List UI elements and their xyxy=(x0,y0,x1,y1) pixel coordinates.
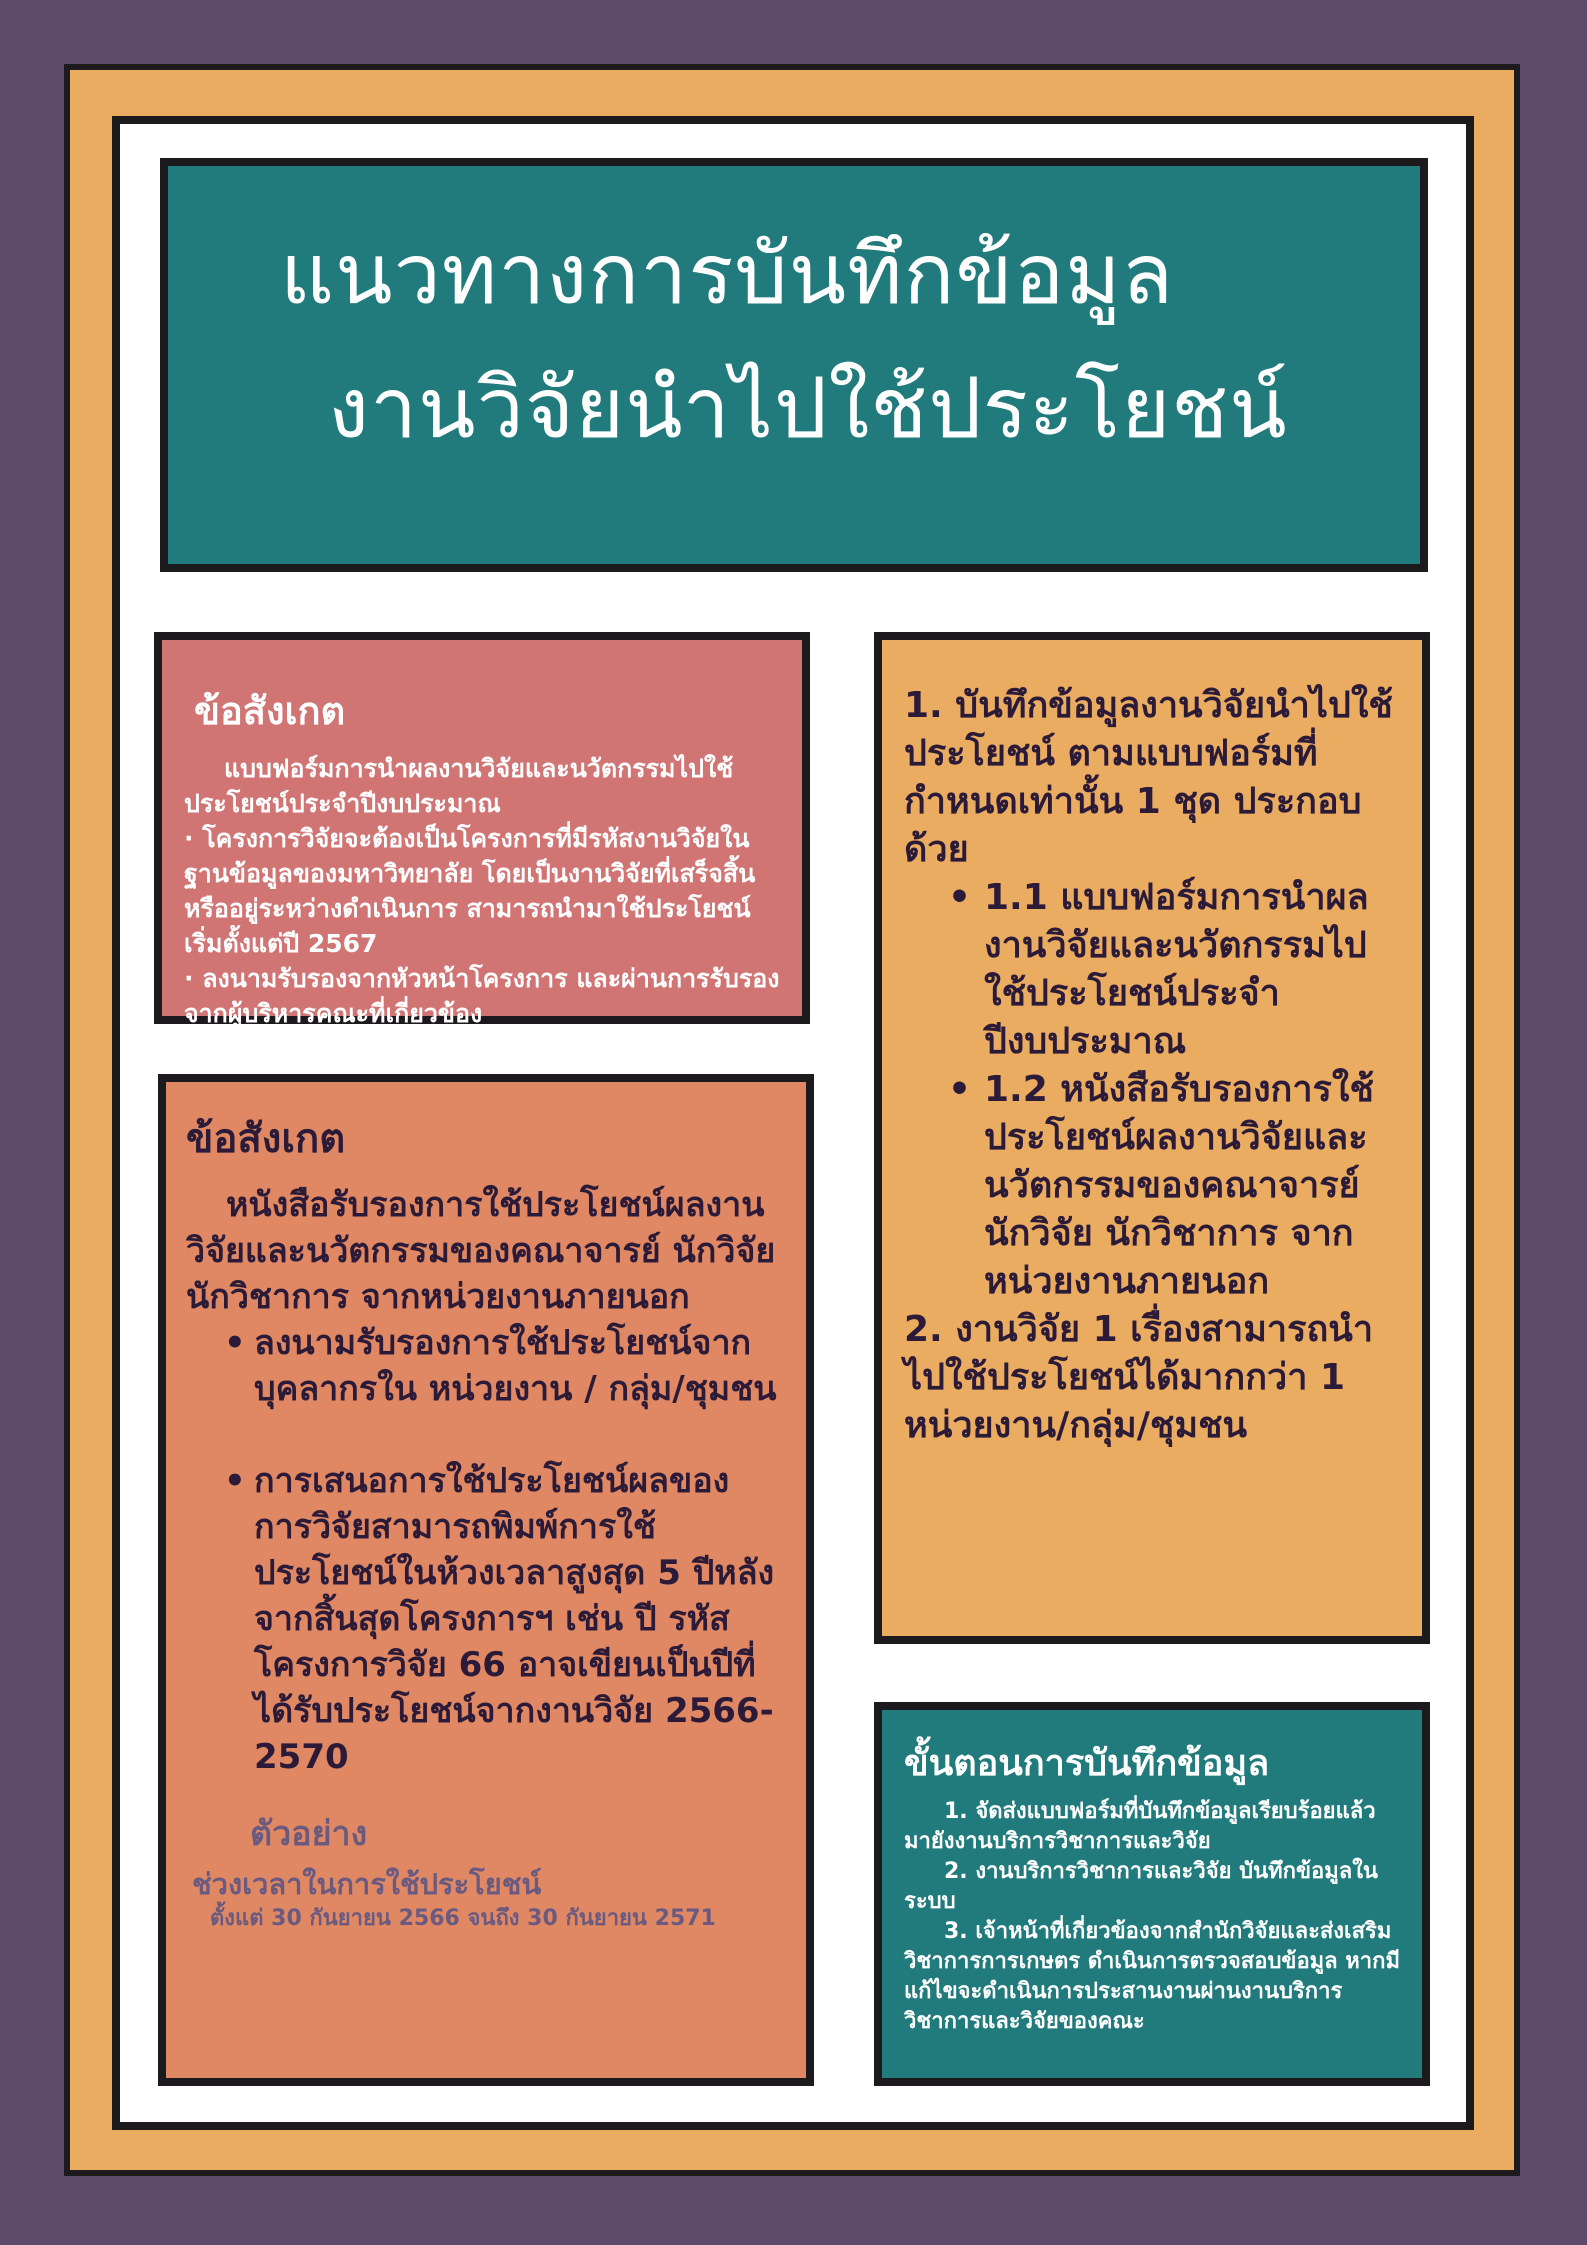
note-heading: ข้อสังเกต xyxy=(194,689,346,733)
title-banner xyxy=(160,158,1428,572)
example-heading: ตัวอย่าง xyxy=(250,1814,368,1854)
note-panel-certificate xyxy=(158,1074,814,2086)
bullet-icon: • xyxy=(224,1461,246,1501)
bullet-icon: • xyxy=(948,877,972,918)
requirement-item: 1. บันทึกข้อมูลงานวิจัยนำไปใช้ประโยชน์ ตามแบบฟอร์มที่กำหนดเท่านั้น 1 ชุด ประกอบด้วย xyxy=(904,685,1393,870)
bullet-icon: • xyxy=(224,1323,246,1363)
process-heading: ขั้นตอนการบันทึกข้อมูล xyxy=(904,1743,1270,1784)
bullet-icon: • xyxy=(948,1069,972,1110)
example-line: ช่วงเวลาในการใช้ประโยชน์ xyxy=(192,1867,542,1901)
note-intro: แบบฟอร์มการนำผลงานวิจัยและนวัตกรรมไปใช้ประโยชน์ประจำปีงบประมาณ xyxy=(184,754,734,818)
note-point: · โครงการวิจัยจะต้องเป็นโครงการที่มีรหัสงานวิจัยในฐานข้อมูลของมหาวิทยาลัย โดยเป็นงานวิจัยที่เสร็จสิ้น หรืออยู่ระหว่างดำเนินการ สามารถนำมาใช้ประโยชน์เริ่มตั้งแต่ปี 2567 xyxy=(184,824,756,958)
requirements-panel xyxy=(874,632,1430,1644)
bullet-text: การเสนอการใช้ประโยชน์ผลของการวิจัยสามารถพิมพ์การใช้ประโยชน์ในห้วงเวลาสูงสุด 5 ปีหลังจากสิ้นสุดโครงการฯ เช่น ปี รหัสโครงการวิจัย 66 อาจเขียนเป็นปีที่ได้รับประโยชน์จากงานวิจัย 2566-2570 xyxy=(254,1461,775,1777)
requirement-subitem xyxy=(948,874,1400,1066)
process-panel xyxy=(874,1702,1430,2086)
requirement-item: 2. งานวิจัย 1 เรื่องสามารถนำไปใช้ประโยชน์ได้มากกว่า 1 หน่วยงาน/กลุ่ม/ชุมชน xyxy=(904,1309,1374,1446)
note-heading: ข้อสังเกต xyxy=(186,1116,346,1162)
process-step: 2. งานบริการวิชาการและวิจัย บันทึกข้อมูลในระบบ xyxy=(904,1859,1378,1914)
process-step: 3. เจ้าหน้าที่เกี่ยวข้องจากสำนักวิจัยและส่งเสริมวิชาการการเกษตร ดำเนินการตรวจสอบข้อมูล หากมีแก้ไขจะดำเนินการประสานงานผ่านงานบริการวิชาการและวิจัยของคณะ xyxy=(904,1919,1400,2034)
note-point: · ลงนามรับรองจากหัวหน้าโครงการ และผ่านการรับรองจากผู้บริหารคณะที่เกี่ยวข้อง xyxy=(184,964,780,1028)
bullet-item xyxy=(224,1320,786,1412)
bullet-item xyxy=(224,1458,786,1780)
process-step: 1. จัดส่งแบบฟอร์มที่บันทึกข้อมูลเรียบร้อยแล้วมายังงานบริการวิชาการและวิจัย xyxy=(904,1799,1376,1854)
bullet-text: ลงนามรับรองการใช้ประโยชน์จากบุคลากรใน หน่วยงาน / กลุ่ม/ชุมชน xyxy=(254,1323,777,1409)
note-panel-form xyxy=(154,632,810,1028)
requirement-subitem xyxy=(948,1066,1400,1306)
title-line-2: งานวิจัยนำไปใช้ประโยชน์ xyxy=(328,359,1288,457)
subitem-text: 1.1 แบบฟอร์มการนำผลงานวิจัยและนวัตกรรมไปใช้ประโยชน์ประจำปีงบประมาณ xyxy=(984,877,1369,1062)
note-intro: หนังสือรับรองการใช้ประโยชน์ผลงานวิจัยและนวัตกรรมของคณาจารย์ นักวิจัย นักวิชาการ จากหน่วยงานภายนอก xyxy=(186,1185,776,1317)
title-line-1: แนวทางการบันทึกข้อมูล xyxy=(280,225,1175,323)
example-period: ตั้งแต่ 30 กันยายน 2566 จนถึง 30 กันยายน 2571 xyxy=(210,1906,716,1931)
subitem-text: 1.2 หนังสือรับรองการใช้ประโยชน์ผลงานวิจัยและนวัตกรรมของคณาจารย์ นักวิจัย นักวิชาการ จากหน่วยงานภายนอก xyxy=(984,1069,1374,1302)
